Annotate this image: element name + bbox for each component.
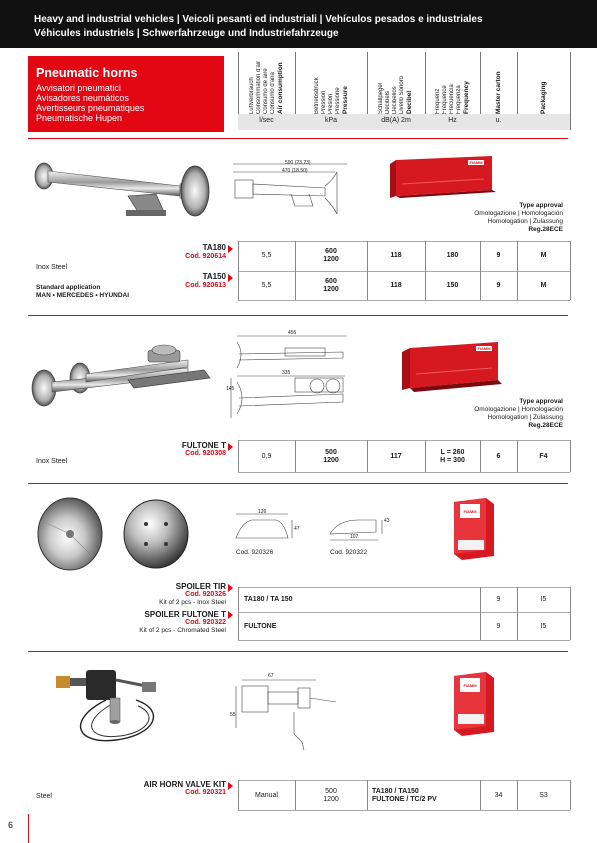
- cell-pressure: 600 1200: [323, 278, 339, 293]
- dimension-label: 145: [226, 386, 235, 392]
- horn-fultone-t-image: [28, 340, 218, 410]
- spoiler-images: [34, 494, 218, 576]
- cell-fits: FULTONE: [244, 623, 277, 630]
- cell-pressure: 500 1200: [323, 788, 339, 803]
- row-divider: [238, 472, 570, 473]
- cell-fits: TA180 / TA150 FULTONE / TC/2 PV: [372, 788, 437, 803]
- cell-carton: 9: [496, 252, 501, 259]
- column-divider: [367, 241, 368, 300]
- row-divider: [238, 612, 570, 613]
- cell-db: 118: [390, 252, 402, 259]
- dimension-label: 455: [288, 330, 297, 336]
- dimension-label: 67: [268, 673, 274, 679]
- dimension-label: 107: [350, 534, 359, 540]
- row-divider: [238, 587, 570, 588]
- cell-carton: 6: [496, 453, 501, 460]
- small-box-image: [448, 496, 498, 562]
- application-title: Standard application: [36, 284, 101, 291]
- dimension-label: 590 (23.23): [285, 160, 311, 166]
- product-code-ta180: Cod. 920614: [185, 253, 226, 260]
- cell-frequency: L = 260 H = 300: [440, 449, 465, 464]
- product-note: Kit of 2 pcs - Chromated Steel: [139, 627, 226, 634]
- unit-carton: u.: [495, 117, 502, 124]
- column-divider: [517, 587, 518, 640]
- cell-db: 118: [390, 282, 402, 289]
- valve-kit-product-name: [60, 780, 226, 800]
- cell-fits: TA180 / TA 150: [244, 596, 293, 603]
- cell-carton: 9: [496, 596, 501, 603]
- column-divider: [570, 587, 571, 640]
- cell-pack: S3: [539, 792, 548, 799]
- product-code-spoiler-tir: Cod. 920326: [185, 591, 226, 598]
- section-divider: [28, 315, 568, 316]
- cell-db: 117: [390, 453, 402, 460]
- category-translation: Pneumatische Hupen: [36, 113, 123, 123]
- product-name-ta180: TA180: [202, 243, 226, 252]
- dimension-label: 335: [282, 370, 291, 376]
- category-translation: Avertisseurs pneumatiques: [36, 103, 145, 113]
- row-divider: [238, 640, 570, 641]
- product-box-image: [398, 338, 504, 398]
- column-divider: [517, 241, 518, 300]
- fultone-dimension-drawing: [225, 328, 355, 424]
- product-box-image: [388, 154, 500, 200]
- product-name-spoiler-fultone-t: SPOILER FULTONE T: [144, 610, 226, 619]
- row-divider: [238, 271, 570, 272]
- spoiler-product-names: [60, 582, 226, 638]
- product-code-fultone-t: Cod. 920308: [185, 450, 226, 457]
- cell-pack: I5: [540, 623, 547, 630]
- column-divider: [570, 241, 571, 300]
- cell-frequency: 180: [446, 252, 459, 259]
- material-label: Steel: [36, 793, 52, 800]
- top-header-bar: [0, 0, 597, 48]
- product-code-spoiler-fultone-t: Cod. 920322: [185, 619, 226, 626]
- section-divider: [28, 651, 568, 652]
- ta180-dimension-drawing: [225, 158, 350, 218]
- product-code-air-horn-valve-kit: Cod. 920321: [185, 789, 226, 796]
- unit-decibel: dB(A) 2m: [381, 117, 411, 124]
- ta-product-names: [100, 243, 226, 299]
- column-header-packaging: Packaging: [539, 81, 547, 114]
- cell-pressure: 500 1200: [323, 449, 339, 464]
- unit-frequency: Hz: [448, 117, 457, 124]
- category-title: Pneumatic horns: [36, 66, 138, 80]
- category-translation: Avisadores neumáticos: [36, 93, 129, 103]
- cell-pressure: 600 1200: [323, 248, 339, 263]
- column-header-pressure: Pressure Pressione Presión Pression Betriebsdruck: [313, 77, 349, 114]
- column-divider: [238, 241, 239, 300]
- column-divider: [480, 587, 481, 640]
- column-header-air: Air consumption Consumo d'aria Consumo de aire Consommation d'air Luftverbrauch: [248, 60, 284, 114]
- column-divider: [480, 241, 481, 300]
- row-divider: [238, 780, 570, 781]
- column-divider: [367, 780, 368, 810]
- column-divider: [238, 587, 239, 640]
- fultone-product-name: [100, 441, 226, 461]
- row-divider: [238, 300, 570, 301]
- product-name-fultone-t: FULTONE T: [181, 441, 226, 450]
- image-code-label: Cod. 920326: [236, 549, 274, 556]
- product-name-spoiler-tir: SPOILER TIR: [175, 582, 226, 591]
- cell-carton: 9: [496, 282, 501, 289]
- pointer-arrow-icon: [228, 274, 233, 282]
- dimension-label: 126: [258, 509, 267, 515]
- row-divider: [238, 810, 570, 811]
- horn-ta180-image: [30, 150, 220, 230]
- page-edge-marker: [28, 814, 29, 843]
- cell-air: 5,5: [261, 282, 272, 289]
- product-name-air-horn-valve-kit: AIR HORN VALVE KIT: [143, 780, 226, 789]
- section-divider: [28, 483, 568, 484]
- cell-pack: M: [540, 282, 547, 289]
- product-name-ta150: TA150: [202, 272, 226, 281]
- cell-carton: 34: [494, 792, 503, 799]
- column-header-decibel: Decibel Livello Sonoro Decibelios Décibels Schallpegel: [377, 75, 413, 114]
- column-header-master-carton: Master carton: [494, 71, 502, 114]
- cell-pack: M: [540, 252, 547, 259]
- cell-carton: 9: [496, 623, 501, 630]
- header-line-2: Véhicules industriels | Schwerfahrzeuge und Industriefahrzeuge: [34, 28, 339, 39]
- unit-air: l/sec: [259, 117, 274, 124]
- box-brand-label: FIAMM: [463, 509, 477, 514]
- pointer-arrow-icon: [228, 611, 233, 619]
- unit-pressure: kPa: [324, 117, 338, 124]
- box-brand-label: FIAMM: [469, 160, 483, 165]
- type-approval-block: Type approval Omologazione | Homologación Homologation | Zulassung Reg.28ECE: [474, 202, 563, 233]
- box-brand-label: FIAMM: [463, 683, 477, 688]
- page-number: 6: [8, 820, 14, 830]
- pointer-arrow-icon: [228, 584, 233, 592]
- dimension-label: 47: [294, 526, 300, 532]
- application-text: MAN • MERCEDES • HYUNDAI: [36, 292, 130, 299]
- dimension-label: 470 (18.50): [282, 168, 308, 174]
- cell-air: 5,5: [261, 252, 272, 259]
- dimension-label: 43: [384, 518, 390, 524]
- cell-air: 0,9: [261, 453, 272, 460]
- column-header-frequency: Frequency Frequenza Frecuencia Fréquence Frequenz: [434, 81, 470, 114]
- column-divider: [570, 52, 571, 130]
- type-approval-block: Type approval Omologazione | Homologación Homologation | Zulassung Reg.28ECE: [474, 398, 563, 429]
- category-translation: Avvisatori pneumatici: [36, 83, 121, 93]
- small-box-image: [448, 670, 498, 740]
- product-note: Kit of 2 pcs - Inox Steel: [159, 599, 226, 606]
- column-divider: [570, 780, 571, 810]
- spoiler-dimension-drawings: [232, 508, 392, 544]
- row-divider: [238, 440, 570, 441]
- row-divider: [238, 241, 570, 242]
- box-brand-label: FIAMM: [477, 346, 491, 351]
- cell-frequency: 150: [446, 282, 459, 289]
- cell-type: Manual: [255, 792, 278, 799]
- pointer-arrow-icon: [228, 245, 233, 253]
- material-label: Inox Steel: [36, 458, 68, 465]
- product-code-ta150: Cod. 920613: [185, 282, 226, 289]
- valve-kit-image: [46, 660, 186, 750]
- material-label: Inox Steel: [36, 264, 68, 271]
- pointer-arrow-icon: [228, 782, 233, 790]
- pointer-arrow-icon: [228, 443, 233, 451]
- category-title-box: [28, 56, 224, 132]
- cell-pack: I5: [540, 596, 547, 603]
- section-divider: [28, 138, 568, 139]
- valve-dimension-drawing: [232, 672, 348, 752]
- header-line-1: Heavy and industrial vehicles | Veicoli pesanti ed industriali | Vehículos pesados e industriales: [34, 14, 483, 25]
- column-divider: [425, 241, 426, 300]
- dimension-label: 55: [230, 712, 236, 718]
- image-code-label: Cod. 920322: [330, 549, 368, 556]
- cell-pack: F4: [539, 453, 548, 460]
- column-divider: [570, 440, 571, 472]
